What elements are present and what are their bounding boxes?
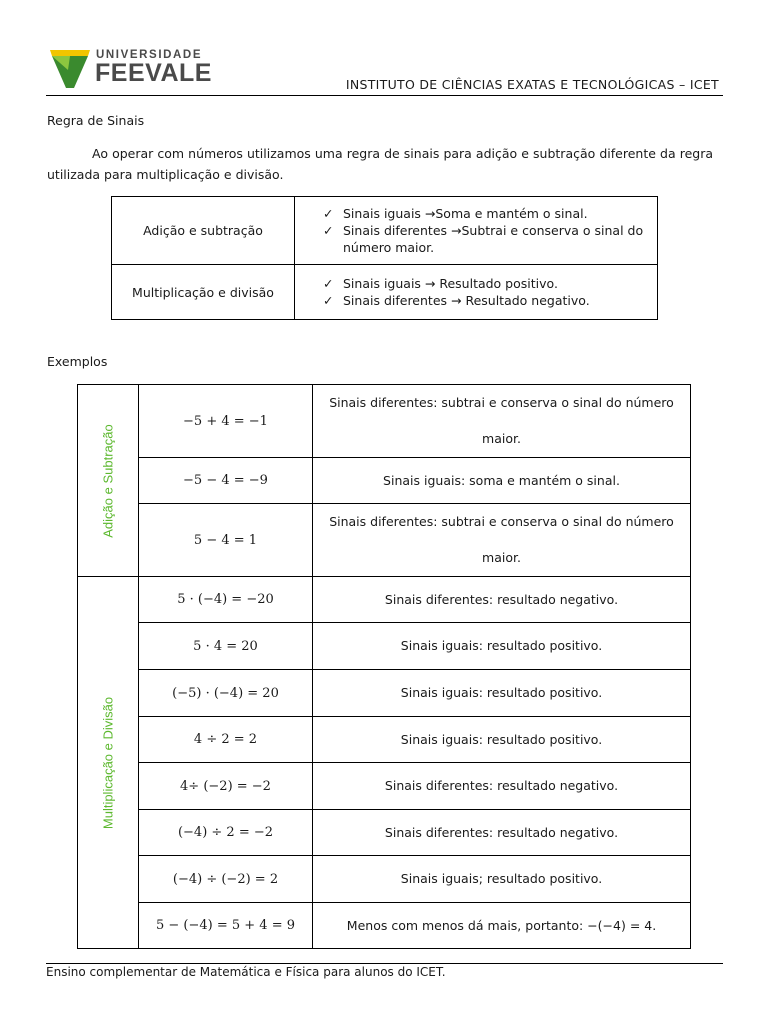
group-label-addition: Adição e Subtração (78, 385, 139, 577)
example-expression: 4÷ (−2) = −2 (139, 763, 313, 810)
check-icon: ✓ (323, 223, 334, 238)
table-row (78, 458, 691, 504)
table-row (78, 717, 691, 763)
example-expression: (−4) ÷ 2 = −2 (139, 810, 313, 856)
logo-text-top: UNIVERSIDADE (96, 49, 203, 61)
footer-divider (46, 963, 723, 964)
rule-item: ✓ Sinais iguais → Resultado positivo. (323, 276, 558, 291)
example-expression: −5 − 4 = −9 (139, 458, 313, 504)
intro-paragraph: Ao operar com números utilizamos uma regra de sinais para adição e subtração diferente da regra utilizada para multiplicação e divisão. (47, 146, 713, 182)
rules-row-multiplication (112, 265, 658, 320)
group-label-multiplication: Multiplicação e Divisão (78, 577, 139, 949)
example-expression: 4 ÷ 2 = 2 (139, 717, 313, 763)
check-icon: ✓ (323, 206, 334, 221)
table-row (78, 670, 691, 717)
section-title-rules: Regra de Sinais (47, 113, 145, 128)
section-title-examples: Exemplos (47, 354, 108, 369)
table-row (78, 577, 691, 623)
rules-row-addition (112, 197, 658, 265)
example-description: Sinais diferentes: resultado negativo. (313, 577, 691, 623)
rule-item: ✓ Sinais iguais →Soma e mantém o sinal. (323, 206, 588, 221)
table-row (78, 856, 691, 903)
example-description: Sinais iguais: resultado positivo. (313, 670, 691, 717)
example-expression: 5 · 4 = 20 (139, 623, 313, 670)
example-expression: (−5) · (−4) = 20 (139, 670, 313, 717)
example-description: Sinais diferentes: subtrai e conserva o sinal do número maior. (313, 504, 691, 577)
example-description: Sinais iguais: soma e mantém o sinal. (313, 458, 691, 504)
sign-rules-table (111, 196, 658, 320)
example-description: Sinais diferentes: resultado negativo. (313, 763, 691, 810)
example-expression: 5 − (−4) = 5 + 4 = 9 (139, 903, 313, 949)
example-description: Menos com menos dá mais, portanto: −(−4) = 4. (313, 903, 691, 949)
example-expression: 5 · (−4) = −20 (139, 577, 313, 623)
institute-title: INSTITUTO DE CIÊNCIAS EXATAS E TECNOLÓGICAS – ICET (345, 77, 719, 92)
example-description: Sinais iguais: resultado positivo. (313, 623, 691, 670)
footer-text: Ensino complementar de Matemática e Física para alunos do ICET. (46, 965, 446, 979)
example-expression: (−4) ÷ (−2) = 2 (139, 856, 313, 903)
example-expression: 5 − 4 = 1 (139, 504, 313, 577)
table-row (78, 763, 691, 810)
operation-label: Adição e subtração (112, 197, 295, 265)
operation-label: Multiplicação e divisão (112, 265, 295, 320)
example-description: Sinais diferentes: resultado negativo. (313, 810, 691, 856)
rule-item: ✓ Sinais diferentes → Resultado negativo. (323, 293, 590, 308)
rules-list (295, 265, 658, 320)
rule-item: ✓ Sinais diferentes →Subtrai e conserva o sinal do número maior. (323, 223, 644, 255)
table-row (78, 623, 691, 670)
table-row (78, 903, 691, 949)
header-divider (46, 95, 723, 96)
example-expression: −5 + 4 = −1 (139, 385, 313, 458)
rules-list (295, 197, 658, 265)
example-description: Sinais iguais: resultado positivo. (313, 717, 691, 763)
examples-table (77, 384, 691, 949)
check-icon: ✓ (323, 276, 334, 291)
logo-text-main: FEEVALE (95, 59, 212, 87)
table-row (78, 385, 691, 458)
table-row (78, 810, 691, 856)
check-icon: ✓ (323, 293, 334, 308)
example-description: Sinais iguais; resultado positivo. (313, 856, 691, 903)
example-description: Sinais diferentes: subtrai e conserva o sinal do número maior. (313, 385, 691, 458)
table-row (78, 504, 691, 577)
